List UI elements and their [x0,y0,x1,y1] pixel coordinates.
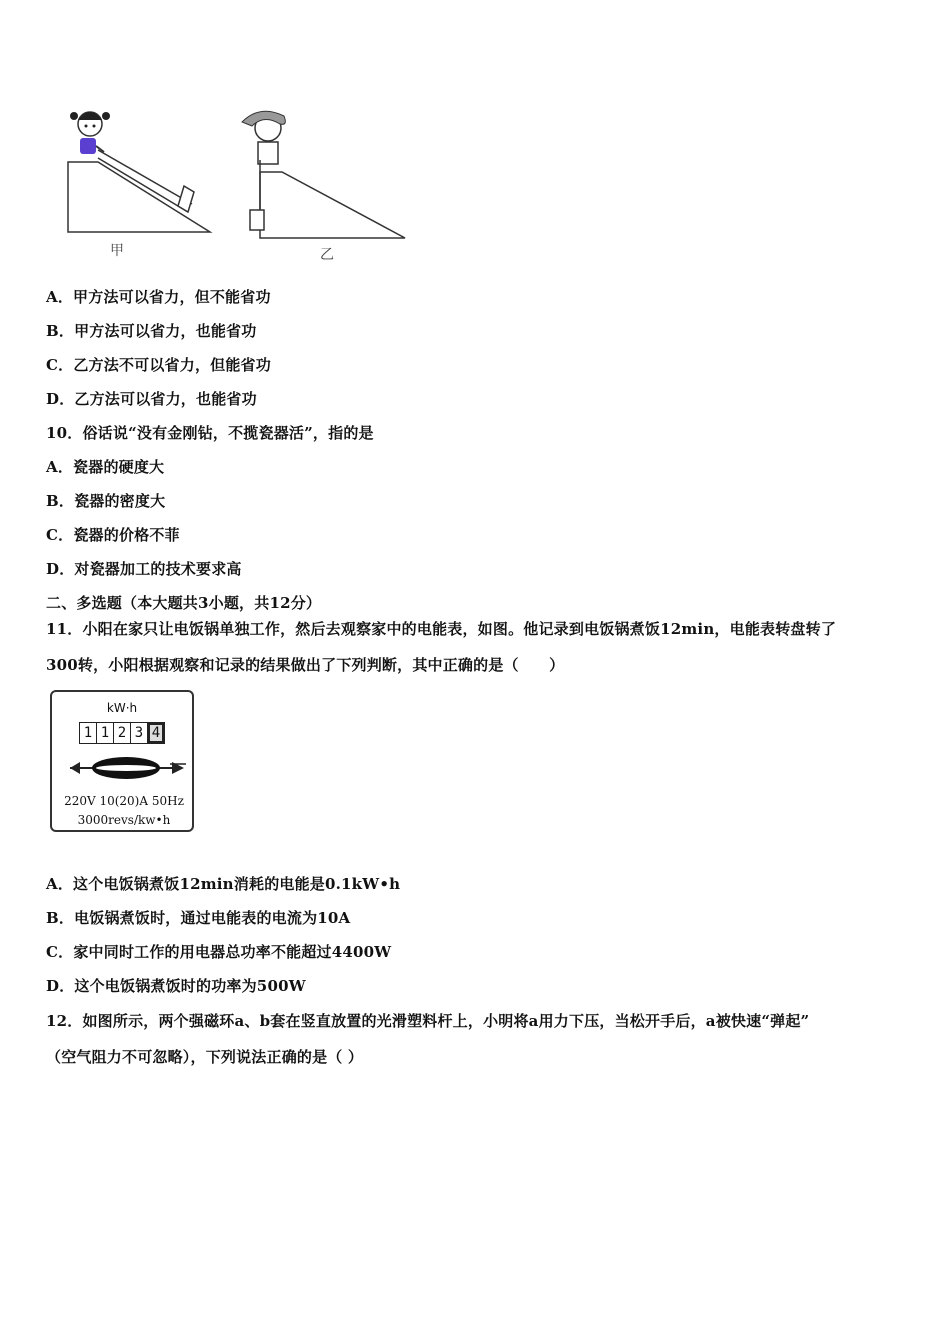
q9-option-b: B．甲方法可以省力，也能省功 [46,322,257,340]
q9-option-d: D．乙方法可以省力，也能省功 [46,390,257,408]
boy-lifting-box-figure [242,111,405,238]
meter-spec-line1: 220V 10(20)A 50Hz [64,794,184,808]
section-heading: 二、多选题（本大题共3小题，共12分） [46,594,322,612]
meter-digit: 4 [148,723,164,743]
q9-option-c: C．乙方法不可以省力，但能省功 [46,356,271,374]
q10-option-c: C．瓷器的价格不菲 [46,526,180,544]
q11-option-d: D．这个电饭锅煮饭时的功率为500W [46,977,306,995]
girl-pushing-box-figure [68,112,210,232]
q10-option-d: D．对瓷器加工的技术要求高 [46,560,242,578]
meter-digits [79,722,165,744]
energy-meter-figure [50,690,194,832]
q10-option-a: A．瓷器的硬度大 [46,458,165,476]
figure-caption-jia: 甲 [110,243,124,259]
q9-option-a: A．甲方法可以省力，但不能省功 [46,288,271,306]
meter-spec-line2: 3000revs/kw•h [77,813,171,827]
q10-stem: 10．俗话说“没有金刚钻，不揽瓷器活”，指的是 [46,424,374,442]
q12-stem-line1: 12．如图所示，两个强磁环a、b套在竖直放置的光滑塑料杆上，小明将a用力下压，当松开手后，a被快速“弹起” [46,1012,810,1030]
figure-caption-yi: 乙 [320,247,334,263]
q11-option-a: A．这个电饭锅煮饭12min消耗的电能是0.1kW•h [46,875,401,893]
q11-stem-line2: 300转，小阳根据观察和记录的结果做出了下列判断，其中正确的是（ ） [46,656,565,674]
q10-option-b: B．瓷器的密度大 [46,492,166,510]
meter-digit: 3 [131,723,148,743]
meter-digit: 1 [80,723,97,743]
meter-digit: 2 [114,723,131,743]
meter-digit: 1 [97,723,114,743]
q12-stem-line2: （空气阻力不可忽略），下列说法正确的是（ ） [46,1048,364,1066]
meter-dial-icon [66,754,186,782]
meter-unit-label: kW·h [106,701,138,715]
q11-option-b: B．电饭锅煮饭时，通过电能表的电流为10A [46,909,351,927]
q11-stem-line1: 11．小阳在家只让电饭锅单独工作，然后去观察家中的电能表，如图。他记录到电饭锅煮饭12min，电能表转盘转了 [46,620,837,638]
q11-option-c: C．家中同时工作的用电器总功率不能超过4400W [46,943,392,961]
